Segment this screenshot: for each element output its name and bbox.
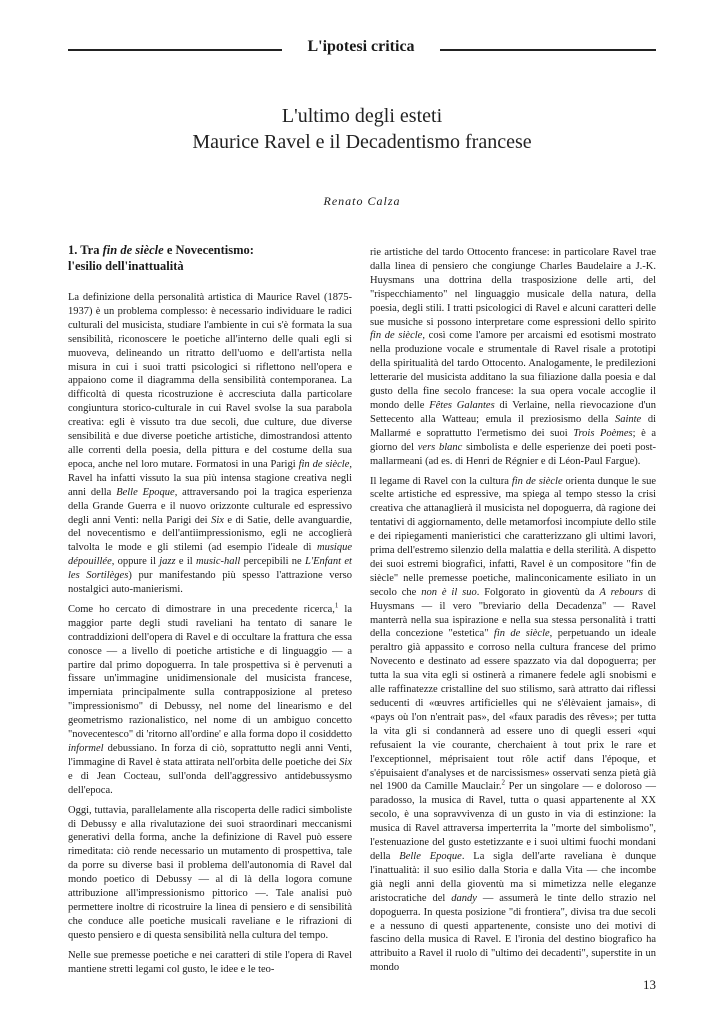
italic-run: fin de siècle [493,628,550,640]
italic-run: musique dépouillée [68,542,352,568]
running-header [68,38,656,62]
text-run: di Huysmans — il vero "breviario della Decadenza" — Ravel manterrà nella sua ispirazione e nella sua stessa personalità i tratti della concezione "estetica" [370,586,656,640]
paragraph-6 [370,475,656,976]
section-heading-part1: 1. Tra [68,243,103,257]
italic-run: informel [68,743,104,754]
italic-run: Belle Epoque [116,486,175,498]
section-heading-part2: e Novecentismo: [163,243,254,257]
footnote-ref: 1 [334,601,339,610]
text-run: La definizione della personalità artistica di Maurice Ravel (1875-1937) è un problema complesso: è necessario individuare le radici culturali del musicista, studiare l'ambiente in cui s'è formata la sua sensibilità, riconoscere le poetiche all'interno delle quali egli si muoveva, delineando un ritratto dell'uomo e dell'artista nella misura in cui i suoi tratti psicologici si riflettono nell'opera e appaiono come il diagramma della sensibilità contemporanea. La difficoltà di questa ricostruzione è accresciuta dalla particolare congiuntura storico-culturale in cui Ravel svolse la sua parabola creativa: egli è vissuto tra due secoli, due culture, due diverse sensibilità e due diverse poetiche artistiche, dimostrandosi attento alle correnti della poesia, della pittura e del costume della sua epoca, anche nel loro mutare. Formatosi in una Parigi [68,292,352,470]
header-rule-right [440,49,656,51]
text-run: e di Jean Cocteau, sull'onda dell'aggressivo antidebussysmo dell'epoca. [68,770,352,796]
italic-run: L'Enfant et les Sortilèges [68,556,352,582]
text-run: di Mallarmé e soprattutto l'ermetismo dei suoi [370,413,657,439]
paragraph-2 [68,603,352,798]
italic-run: fin de siècle [511,475,563,487]
italic-run: Trois Poèmes [573,427,633,439]
text-run: Per un singolare — e doloroso — paradosso, la musica di Ravel, tutta o quasi appartenente al XX secolo, è una sopravvivenza di un gusto in via di estinzione: la musica di Ravel attraversa imperterrita la "morte del simbolismo", l'estenuazione del gusto estetizzante e i suoi ultimi fuochi mondani della [370,781,656,862]
paragraph-5 [370,246,656,469]
article-title [0,103,724,155]
section-heading [68,242,352,274]
section-heading-line2: l'esilio dell'inattualità [68,259,184,273]
paragraph-4: Nelle sue premesse poetiche e nei caratteri di stile l'opera di Ravel mantiene stretti legami col gusto, le idee e le teo- [68,949,352,975]
header-rule-left [68,49,282,51]
page-number: 13 [643,977,656,992]
paragraph-1 [68,291,352,597]
text-run: percepibili ne [240,556,306,568]
left-column [68,242,352,983]
article-title-line1: L'ultimo degli esteti [281,105,443,127]
text-run: di Verlaine, nella rievocazione d'un Settecento alla Watteau; emula il preziosismo della [370,399,656,425]
text-run: rie artistiche del tardo Ottocento francese: in particolare Ravel trae dalla linea di pensiero che congiunge Charles Baudelaire a J.-K. Huysmans una dottrina della trasposizione delle arti, del "rispecchiamento" nel linguaggio musicale della natura, della poesia, degli stili. I tratti psicologici di Ravel e alcuni caratteri delle sue musiche si possono interpretare come espressioni dello spirito [370,247,656,328]
italic-run: Sainte [614,413,642,425]
text-run: ; è a giorno del [370,427,656,453]
text-run: , attraversando poi la tragica esperienza della Grande Guerra e il nuovo orizzonte culturale ed espressivo degli anni Venti: nella Parigi dei [68,486,352,526]
text-run: . La sigla dell'arte raveliana è dunque l'inattualità: il suo esilio dalla Storia e dalla Vita — che incombe già negli anni della gioventù ma si mimetizza nelle eleganze aristocratiche del [370,850,656,904]
text-run: debussiano. In forza di ciò, soprattutto negli anni Venti, l'immagine di Ravel è stata attirata nell'orbita delle poetiche dei [68,743,352,768]
text-run: — assumerà le tinte dello strazio nel dopoguerra. In questa posizione "di frontiera", divisa tra due secoli e a nessuno di questi appartenente, consiste uno dei motivi di fascino della musica di Ravel. E l'ironia del destino biografico ha attribuito a Ravel il ruolo di "ultimo dei decadenti", superstite in un mondo [370,892,656,974]
text-run: orienta dunque le sue scelte artistiche ed espressive, ma spiega al tempo stesso la crisi creativa che attanaglierà il musicista nel dopoguerra, dà ragione dei tentativi di aggiornamento, delle metamorfosi incompiute dello stile e dei ripiegamenti manieristici che caratterizzano gli ultimi lavori, prima dell'estremo silenzio della malattia e della sterilità. A dispetto dei suoi estremi biografici, infatti, Ravel è un compositore "fin de siècle" nelle premesse poetiche, malinconicamente esiliato in un secolo che [370,475,657,598]
italic-run: Six [211,514,224,526]
section-heading-italic: fin de siècle [102,243,164,257]
text-run: simbolista e delle esperienze dei poeti post-mallarmeani (ad es. di Henri de Régnier e di Léon-Paul Fargue). [370,441,656,467]
article-title-line2: Maurice Ravel e il Decadentismo francese [192,131,532,153]
italic-run: fin de siècle [370,330,423,342]
italic-run: dandy [451,892,477,904]
paragraph-3: Oggi, tuttavia, parallelamente alla riscoperta delle radici simboliste di Debussy e alla rivalutazione dei suoi straordinari meccanismi generativi della forma, anche la definizione di Ravel può essere rimeditata: ciò rende necessario un mutamento di prospettiva, tale da porre su diverse basi il problema dell'autonomia di Ravel dal mondo poetico di Debussy — al di là della logora comune attribuzione all'impressionismo pittorico —. Tale analisi può permettere inoltre di ricostruire la linea di pensiero e di sensibilità che conduce alle poetiche musicali raveliane e le rifrazioni di questo pensiero e di questa sensibilità nella cultura del tempo. [68,804,352,941]
article-author: Renato Calza [323,194,401,208]
italic-run: Six [339,756,352,768]
italic-run: non è il suo [421,586,477,598]
italic-run: music-hall [195,556,241,568]
text-run: ) pur manifestando più spesso l'attrazione verso nostalgici auto-manierismi. [68,570,352,596]
text-run: Come ho cercato di dimostrare in una precedente ricerca, [68,603,335,615]
italic-run: A rebours [599,586,643,598]
italic-run: Fêtes Galantes [429,399,495,411]
italic-run: fin de siècle [298,458,350,470]
italic-run: jazz [159,556,176,568]
text-run: e di Satie, delle avanguardie, del novecentismo e dell'antiimpressionismo, egli ne accoglierà talvolta le mode e gli stilemi (ad esempio l'ideale di [68,514,352,554]
text-run: Il legame di Ravel con la cultura [370,475,512,487]
text-run: , perpetuando un ideale peraltro già appassito e corroso nella cultura francese del primo Novecento e destinato ad essere spazzato via dal dopoguerra; per tutta la sua vita egli si ostinerà a rimanere fedele agli snobismi e alle raffinatezze cristalline del suo stilismo, sarà attratto dai riflessi seducenti di «œuvres artificielles qui ne s'élèvaient jamais», di «pays où l'on n'entrait pas», del «faux paradis des rêves»; per tutta la vita gli si condannerà ad essere uno di quegli esseri «qui refusaient la vie courante, cherchaient à tout prix le rare et l'exceptionnel, méprisaient tout rôle actif dans l'époque, et s'épuisaient d'analyses et de narcissismes» osservati senza pietà già nel 1900 da Camille Mauclair. [370,628,656,793]
text-run: e il [175,556,196,568]
italic-run: vers blanc [417,441,463,453]
text-run: , Ravel ha infatti vissuto la sua più intensa stagione creativa negli anni della [68,458,352,498]
text-run: la maggior parte degli studi raveliani ha tentato di sanare le contraddizioni dell'opera di Ravel e di occultare la frattura che essa conosce — a livello di poetiche artistiche e di linguaggio — a partire dal primo dopoguerra. In tale prospettiva si è pervenuti a fissare un'immagine unidimensionale del musicista francese, imperniata principalmente sulla contrapposizione al preteso "impressionismo" di Debussy, nel nome del linearismo e del geometrismo razionalistico, nel nome di un ambiguo concetto "novecentesco" di 'ritorno all'ordine' e alla forma dopo il cosiddetto [68,603,352,741]
text-run: . Folgorato in gioventù da [476,586,600,598]
text-run: , oppure il [111,556,160,568]
text-run: , così come l'amore per arcaismi ed esotismi mostrato nella produzione vocale e strumentale di Ravel risale a prototipi della spiritualità del tardo Ottocento. Analogamente, le predilezioni letterarie del musicista additano la sua filiazione dalla poesia e dal gusto della fine secolo francese: la sua opera vocale accoglie il mondo delle [370,330,656,411]
italic-run: Belle Epoque [399,850,462,862]
footnote-ref: 2 [501,778,506,787]
right-column [370,246,656,981]
header-section-title: L'ipotesi critica [307,38,415,55]
